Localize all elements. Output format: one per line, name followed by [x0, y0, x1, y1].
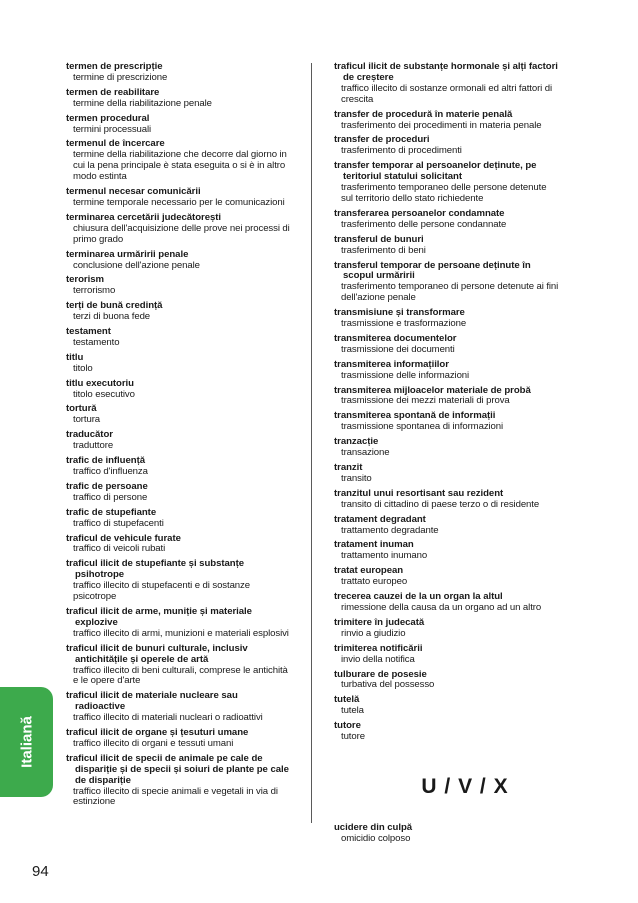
- glossary-column-left: [66, 62, 290, 812]
- entry-term: trimitere în judecată: [334, 616, 425, 628]
- glossary-entry: [334, 308, 560, 330]
- glossary-entry: [334, 135, 560, 157]
- entry-term: terminarea urmăririi penale: [66, 248, 189, 260]
- entry-translation: rimessione della causa da un organo ad un altro: [341, 601, 542, 613]
- entry-translation: trasmissione e trasformazione: [341, 318, 467, 330]
- glossary-entry: [334, 62, 560, 106]
- entry-term: terți de bună credință: [66, 300, 163, 312]
- entry-term: traficul ilicit de organe și țesuturi umane: [66, 727, 249, 739]
- entry-translation: trattato europeo: [341, 576, 408, 588]
- entry-term: termenul de încercare: [66, 138, 165, 150]
- entry-term: transmiterea informațiilor: [334, 358, 449, 370]
- page-number: 94: [32, 863, 49, 880]
- glossary-entry: [66, 430, 290, 452]
- column-divider: [311, 63, 312, 823]
- entry-translation: termini processuali: [73, 123, 152, 135]
- entry-term: traficul ilicit de materiale nucleare sau radioactive: [66, 690, 238, 713]
- entry-term: transferul de bunuri: [334, 233, 424, 245]
- entry-translation: titolo: [73, 362, 93, 374]
- entry-term: trafic de influență: [66, 455, 146, 467]
- glossary-entry: [66, 88, 290, 110]
- entry-translation: trasmissione dei documenti: [341, 343, 455, 355]
- entry-term: traducător: [66, 429, 113, 441]
- entry-translation: traffico illecito di stupefacenti e di sostanze psicotrope: [73, 580, 250, 603]
- glossary-entry: [334, 670, 560, 692]
- entry-term: tutore: [334, 720, 361, 732]
- entry-translation: conclusione dell'azione penale: [73, 259, 200, 271]
- glossary-entry: [66, 754, 290, 809]
- entry-term: transmisiune și transformare: [334, 307, 465, 319]
- entry-term: tratament inuman: [334, 539, 414, 551]
- entry-translation: traffico illecito di beni culturali, comprese le antichità e le opere d'arte: [73, 664, 288, 687]
- entry-term: traficul ilicit de substanțe hormonale și alți factori de creștere: [334, 61, 558, 83]
- entry-translation: trasmissione spontanea di informazioni: [341, 421, 504, 433]
- entry-translation: trasferimento dei procedimenti in materia penale: [341, 119, 542, 131]
- entry-term: termen procedural: [66, 112, 150, 124]
- entry-term: traficul ilicit de specii de animale pe cale de dispariție și de specii și soiuri de plante pe cale de dispariție: [66, 752, 289, 786]
- entry-term: trimiterea notificării: [334, 642, 423, 654]
- entry-translation: traffico illecito di organi e tessuti umani: [73, 737, 234, 749]
- entry-term: transfer de proceduri: [334, 134, 430, 146]
- glossary-entry: [334, 515, 560, 537]
- entry-term: trafic de persoane: [66, 480, 148, 492]
- glossary-entry: [334, 161, 560, 205]
- entry-term: tortură: [66, 403, 97, 415]
- entry-translation: tortura: [73, 414, 101, 426]
- entry-term: ucidere din culpă: [334, 821, 413, 833]
- section-letters-heading: U / V / X: [421, 774, 509, 798]
- glossary-entry: [334, 721, 560, 743]
- entry-translation: tutore: [341, 731, 365, 743]
- entry-translation: omicidio colposo: [341, 832, 411, 844]
- glossary-entry: [334, 618, 560, 640]
- glossary-entry: [334, 489, 560, 511]
- entry-translation: traffico illecito di sostanze ormonali ed altri fattori di crescita: [341, 82, 553, 105]
- glossary-entry: [66, 508, 290, 530]
- entry-term: tranzitul unui resortisant sau rezident: [334, 487, 504, 499]
- entry-translation: termine della riabilitazione che decorre dal giorno in cui la pena principale è stata eseguita o si è in altro modo estinta: [73, 149, 287, 183]
- glossary-entry: [66, 607, 290, 640]
- entry-term: tranzacție: [334, 436, 379, 448]
- glossary-entry: [334, 110, 560, 132]
- entry-translation: invio della notifica: [341, 653, 415, 665]
- entry-translation: terrorismo: [73, 285, 116, 297]
- glossary-entry: [334, 209, 560, 231]
- glossary-entry: [66, 275, 290, 297]
- entry-term: trecerea cauzei de la un organ la altul: [334, 591, 503, 603]
- entry-translation: trattamento inumano: [341, 550, 428, 562]
- glossary-entry: [66, 728, 290, 750]
- entry-term: terminarea cercetării judecătorești: [66, 211, 222, 223]
- glossary-entry: [66, 482, 290, 504]
- entry-translation: trasmissione dei mezzi materiali di prova: [341, 395, 510, 407]
- entry-translation: traffico illecito di specie animali e vegetali in via di estinzione: [73, 785, 278, 808]
- entry-term: transfer de procedură în materie penală: [334, 108, 513, 120]
- entry-term: transmiterea spontană de informații: [334, 410, 496, 422]
- entry-term: traficul ilicit de stupefiante și substanțe psihotrope: [66, 558, 245, 581]
- entry-term: titlu: [66, 351, 84, 363]
- glossary-entry: [66, 327, 290, 349]
- glossary-entry: [66, 250, 290, 272]
- glossary-entry: [66, 534, 290, 556]
- glossary-entry: [66, 62, 290, 84]
- entry-term: traficul de vehicule furate: [66, 532, 181, 544]
- glossary-entry: [66, 559, 290, 603]
- glossary-entry: [66, 456, 290, 478]
- glossary-entry: [334, 823, 560, 845]
- entry-translation: terzi di buona fede: [73, 311, 151, 323]
- entry-term: terorism: [66, 274, 104, 286]
- entry-term: tratament degradant: [334, 513, 426, 525]
- entry-term: transmiterea mijloacelor materiale de probă: [334, 384, 531, 396]
- glossary-entry: [66, 187, 290, 209]
- entry-translation: titolo esecutivo: [73, 388, 135, 400]
- language-tab-label: Italiană: [18, 716, 36, 768]
- entry-translation: termine temporale necessario per le comunicazioni: [73, 196, 285, 208]
- entry-translation: transito di cittadino di paese terzo o di residente: [341, 498, 540, 510]
- entry-term: titlu executoriu: [66, 377, 134, 389]
- glossary-entry: [66, 691, 290, 724]
- entry-translation: trasferimento delle persone condannate: [341, 218, 507, 230]
- entry-term: transferul temporar de persoane deținute în scopul urmăririi: [334, 259, 531, 282]
- glossary-entry: [334, 261, 560, 305]
- entry-translation: traffico illecito di armi, munizioni e materiali esplosivi: [73, 627, 289, 639]
- glossary-entry: [66, 301, 290, 323]
- entry-term: termenul necesar comunicării: [66, 186, 201, 198]
- right-entries: [334, 62, 560, 743]
- glossary-entry: [334, 463, 560, 485]
- glossary-entry: [66, 213, 290, 246]
- glossary-entry: [66, 114, 290, 136]
- entry-translation: transazione: [341, 447, 390, 459]
- entry-translation: rinvio a giudizio: [341, 627, 406, 639]
- entry-translation: trasferimento temporaneo di persone detenute ai fini dell'azione penale: [341, 281, 559, 304]
- entry-translation: traffico di veicoli rubati: [73, 543, 166, 555]
- entry-translation: traffico illecito di materiali nucleari o radioattivi: [73, 712, 263, 724]
- glossary-column-right: [334, 62, 560, 849]
- entry-translation: testamento: [73, 336, 120, 348]
- entry-term: trafic de stupefiante: [66, 506, 157, 518]
- entry-term: termen de prescripție: [66, 61, 163, 72]
- glossary-entry: [334, 695, 560, 717]
- glossary-entry: [334, 437, 560, 459]
- entry-translation: chiusura dell'acquisizione delle prove nei processi di primo grado: [73, 222, 290, 245]
- entry-translation: trasferimento di beni: [341, 244, 426, 256]
- entry-term: transmiterea documentelor: [334, 332, 457, 344]
- glossary-entry: [334, 235, 560, 257]
- entry-translation: traffico di stupefacenti: [73, 517, 164, 529]
- entry-term: tutelă: [334, 694, 360, 706]
- glossary-entry: [66, 379, 290, 401]
- glossary-entry: [66, 404, 290, 426]
- entry-translation: transito: [341, 472, 372, 484]
- entry-term: testament: [66, 326, 111, 338]
- glossary-entry: [334, 566, 560, 588]
- entry-term: tranzit: [334, 462, 363, 473]
- entry-translation: tutela: [341, 705, 364, 717]
- entry-translation: trasferimento temporaneo delle persone detenute sul territorio dello stato richiedente: [341, 182, 547, 204]
- entry-term: termen de reabilitare: [66, 86, 160, 98]
- entry-translation: traduttore: [73, 440, 114, 452]
- entry-term: traficul ilicit de bunuri culturale, inclusiv antichitățile și operele de artă: [66, 642, 248, 665]
- entry-translation: termine di prescrizione: [73, 71, 168, 83]
- glossary-entry: [334, 386, 560, 408]
- entry-translation: trasmissione delle informazioni: [341, 369, 470, 381]
- entry-translation: traffico d'influenza: [73, 466, 148, 477]
- glossary-entry: [334, 411, 560, 433]
- entry-translation: trasferimento di procedimenti: [341, 145, 462, 157]
- entry-term: traficul ilicit de arme, muniție și materiale explozive: [66, 605, 252, 628]
- glossary-entry: [334, 644, 560, 666]
- entry-term: tratat european: [334, 565, 404, 577]
- entry-translation: turbativa del possesso: [341, 679, 435, 691]
- glossary-entry: [66, 353, 290, 375]
- glossary-entry: [334, 334, 560, 356]
- entry-translation: trattamento degradante: [341, 524, 439, 536]
- entry-translation: termine della riabilitazione penale: [73, 97, 212, 109]
- entry-term: transferarea persoanelor condamnate: [334, 207, 505, 219]
- glossary-entry: [334, 360, 560, 382]
- glossary-entry: [334, 540, 560, 562]
- entry-term: transfer temporar al persoanelor deținute, pe teritoriul statului solicitant: [334, 160, 537, 183]
- glossary-entry: [66, 644, 290, 688]
- glossary-entry: [334, 592, 560, 614]
- entry-term: tulburare de posesie: [334, 668, 427, 680]
- after-heading-entries: [334, 823, 560, 845]
- glossary-entry: [66, 139, 290, 183]
- entry-translation: traffico di persone: [73, 491, 148, 503]
